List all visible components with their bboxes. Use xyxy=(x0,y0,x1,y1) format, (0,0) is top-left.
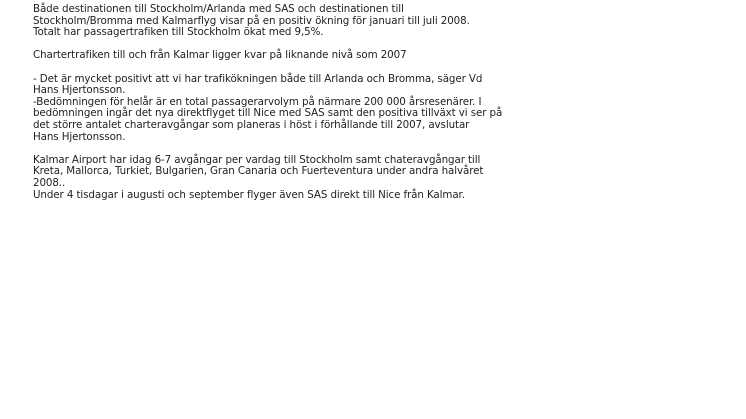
paragraph-departures xyxy=(33,155,593,201)
text-line: - Det är mycket positivt att vi har trafikökningen både till Arlanda och Bromma, säger Vd xyxy=(33,72,483,85)
paragraph-charter-traffic xyxy=(33,50,593,62)
text-line: 2008.. xyxy=(33,176,66,189)
text-line: -Bedömningen för helår är en total passagerarvolym på närmare 200 000 årsresenärer. I xyxy=(33,95,482,108)
document-body xyxy=(33,4,593,213)
text-line: Hans Hjertonsson. xyxy=(33,130,126,143)
text-line: Kreta, Mallorca, Turkiet, Bulgarien, Gran Canaria och Fuerteventura under andra halvåret xyxy=(33,165,484,178)
text-line: Totalt har passagertrafiken till Stockholm ökat med 9,5%. xyxy=(33,26,324,39)
text-line: Chartertrafiken till och från Kalmar ligger kvar på liknande nivå som 2007 xyxy=(33,49,407,62)
text-line: det större antalet charteravgångar som planeras i höst i förhållande till 2007, avslutar xyxy=(33,118,470,131)
text-line: Hans Hjertonsson. xyxy=(33,84,126,97)
paragraph-traffic-increase xyxy=(33,4,593,39)
text-line: bedömningen ingår det nya direktflyget till Nice med SAS samt den positiva tillväxt vi ser på xyxy=(33,107,503,120)
text-line: Stockholm/Bromma med Kalmarflyg visar på en positiv ökning för januari till juli 2008. xyxy=(33,14,470,27)
paragraph-quote xyxy=(33,74,593,144)
text-line: Både destinationen till Stockholm/Arlanda med SAS och destinationen till xyxy=(33,3,404,15)
text-line: Kalmar Airport har idag 6-7 avgångar per vardag till Stockholm samt chateravgångar till xyxy=(33,153,481,166)
text-line: Under 4 tisdagar i augusti och september flyger även SAS direkt till Nice från Kalmar. xyxy=(33,188,465,201)
